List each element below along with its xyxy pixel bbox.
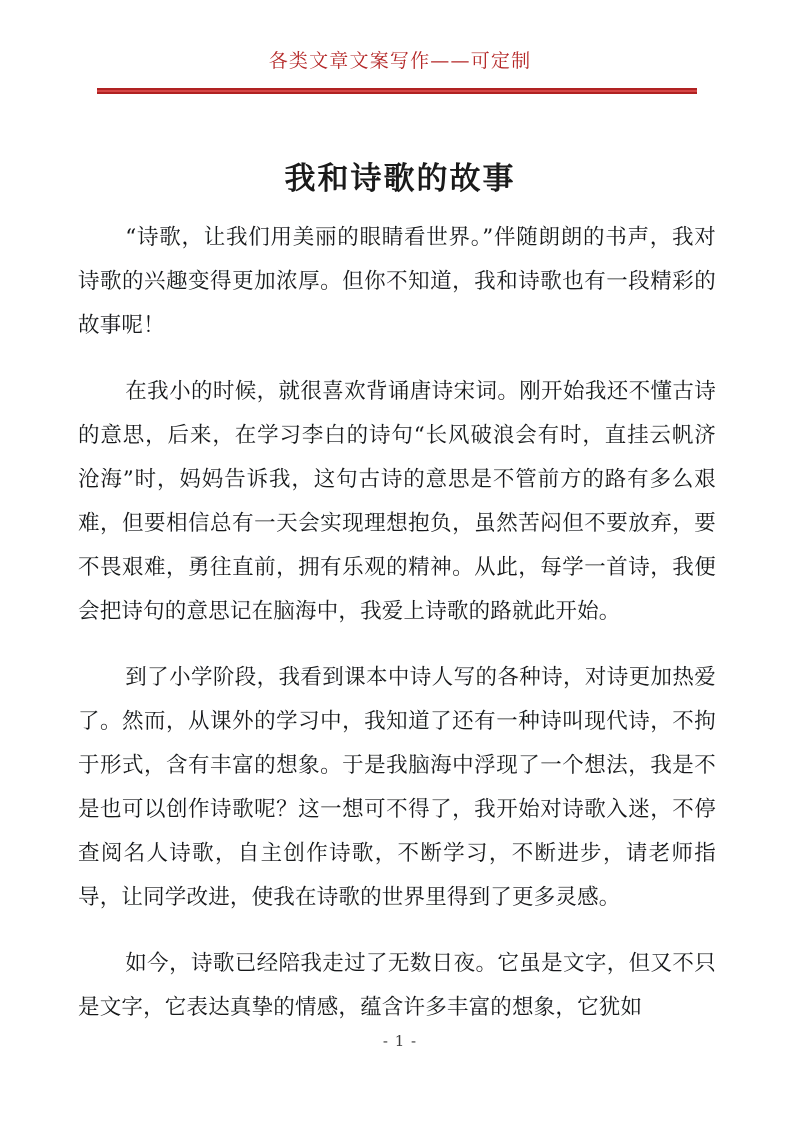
- page-title: 我和诗歌的故事: [284, 160, 516, 197]
- header-divider-rule: [97, 88, 697, 94]
- body-paragraph: 在我小的时候，就很喜欢背诵唐诗宋词。刚开始我还不懂古诗的意思，后来，在学习李白的诗句“长风破浪会有时，直挂云帆济沧海”时，妈妈告诉我，这句古诗的意思是不管前方的路有多么艰难，但要相信总有一天会实现理想抱负，虽然苦闷但不要放弃，要不畏艰难，勇往直前，拥有乐观的精神。从此，每学一首诗，我便会把诗句的意思记在脑海中，我爱上诗歌的路就此开始。: [78, 379, 716, 624]
- body-paragraph: “诗歌，让我们用美丽的眼睛看世界。”伴随朗朗的书声，我对诗歌的兴趣变得更加浓厚。但你不知道，我和诗歌也有一段精彩的故事呢！: [78, 225, 716, 338]
- document-body: [78, 216, 716, 1030]
- body-paragraph: 如今，诗歌已经陪我走过了无数日夜。它虽是文字，但又不只是文字，它表达真挚的情感，蕴含许多丰富的想象，它犹如: [78, 951, 716, 1020]
- document-footer: [0, 1030, 800, 1052]
- body-paragraph: 到了小学阶段，我看到课本中诗人写的各种诗，对诗更加热爱了。然而，从课外的学习中，我知道了还有一种诗叫现代诗，不拘于形式，含有丰富的想象。于是我脑海中浮现了一个想法，我是不是也可以创作诗歌呢？这一想可不得了，我开始对诗歌入迷，不停查阅名人诗歌，自主创作诗歌，不断学习，不断进步，请老师指导，让同学改进，使我在诗歌的世界里得到了更多灵感。: [78, 665, 716, 910]
- page-number: - 1 -: [382, 1032, 418, 1050]
- document-header: [0, 48, 800, 74]
- header-banner-text: 各类文章文案写作——可定制: [268, 50, 532, 72]
